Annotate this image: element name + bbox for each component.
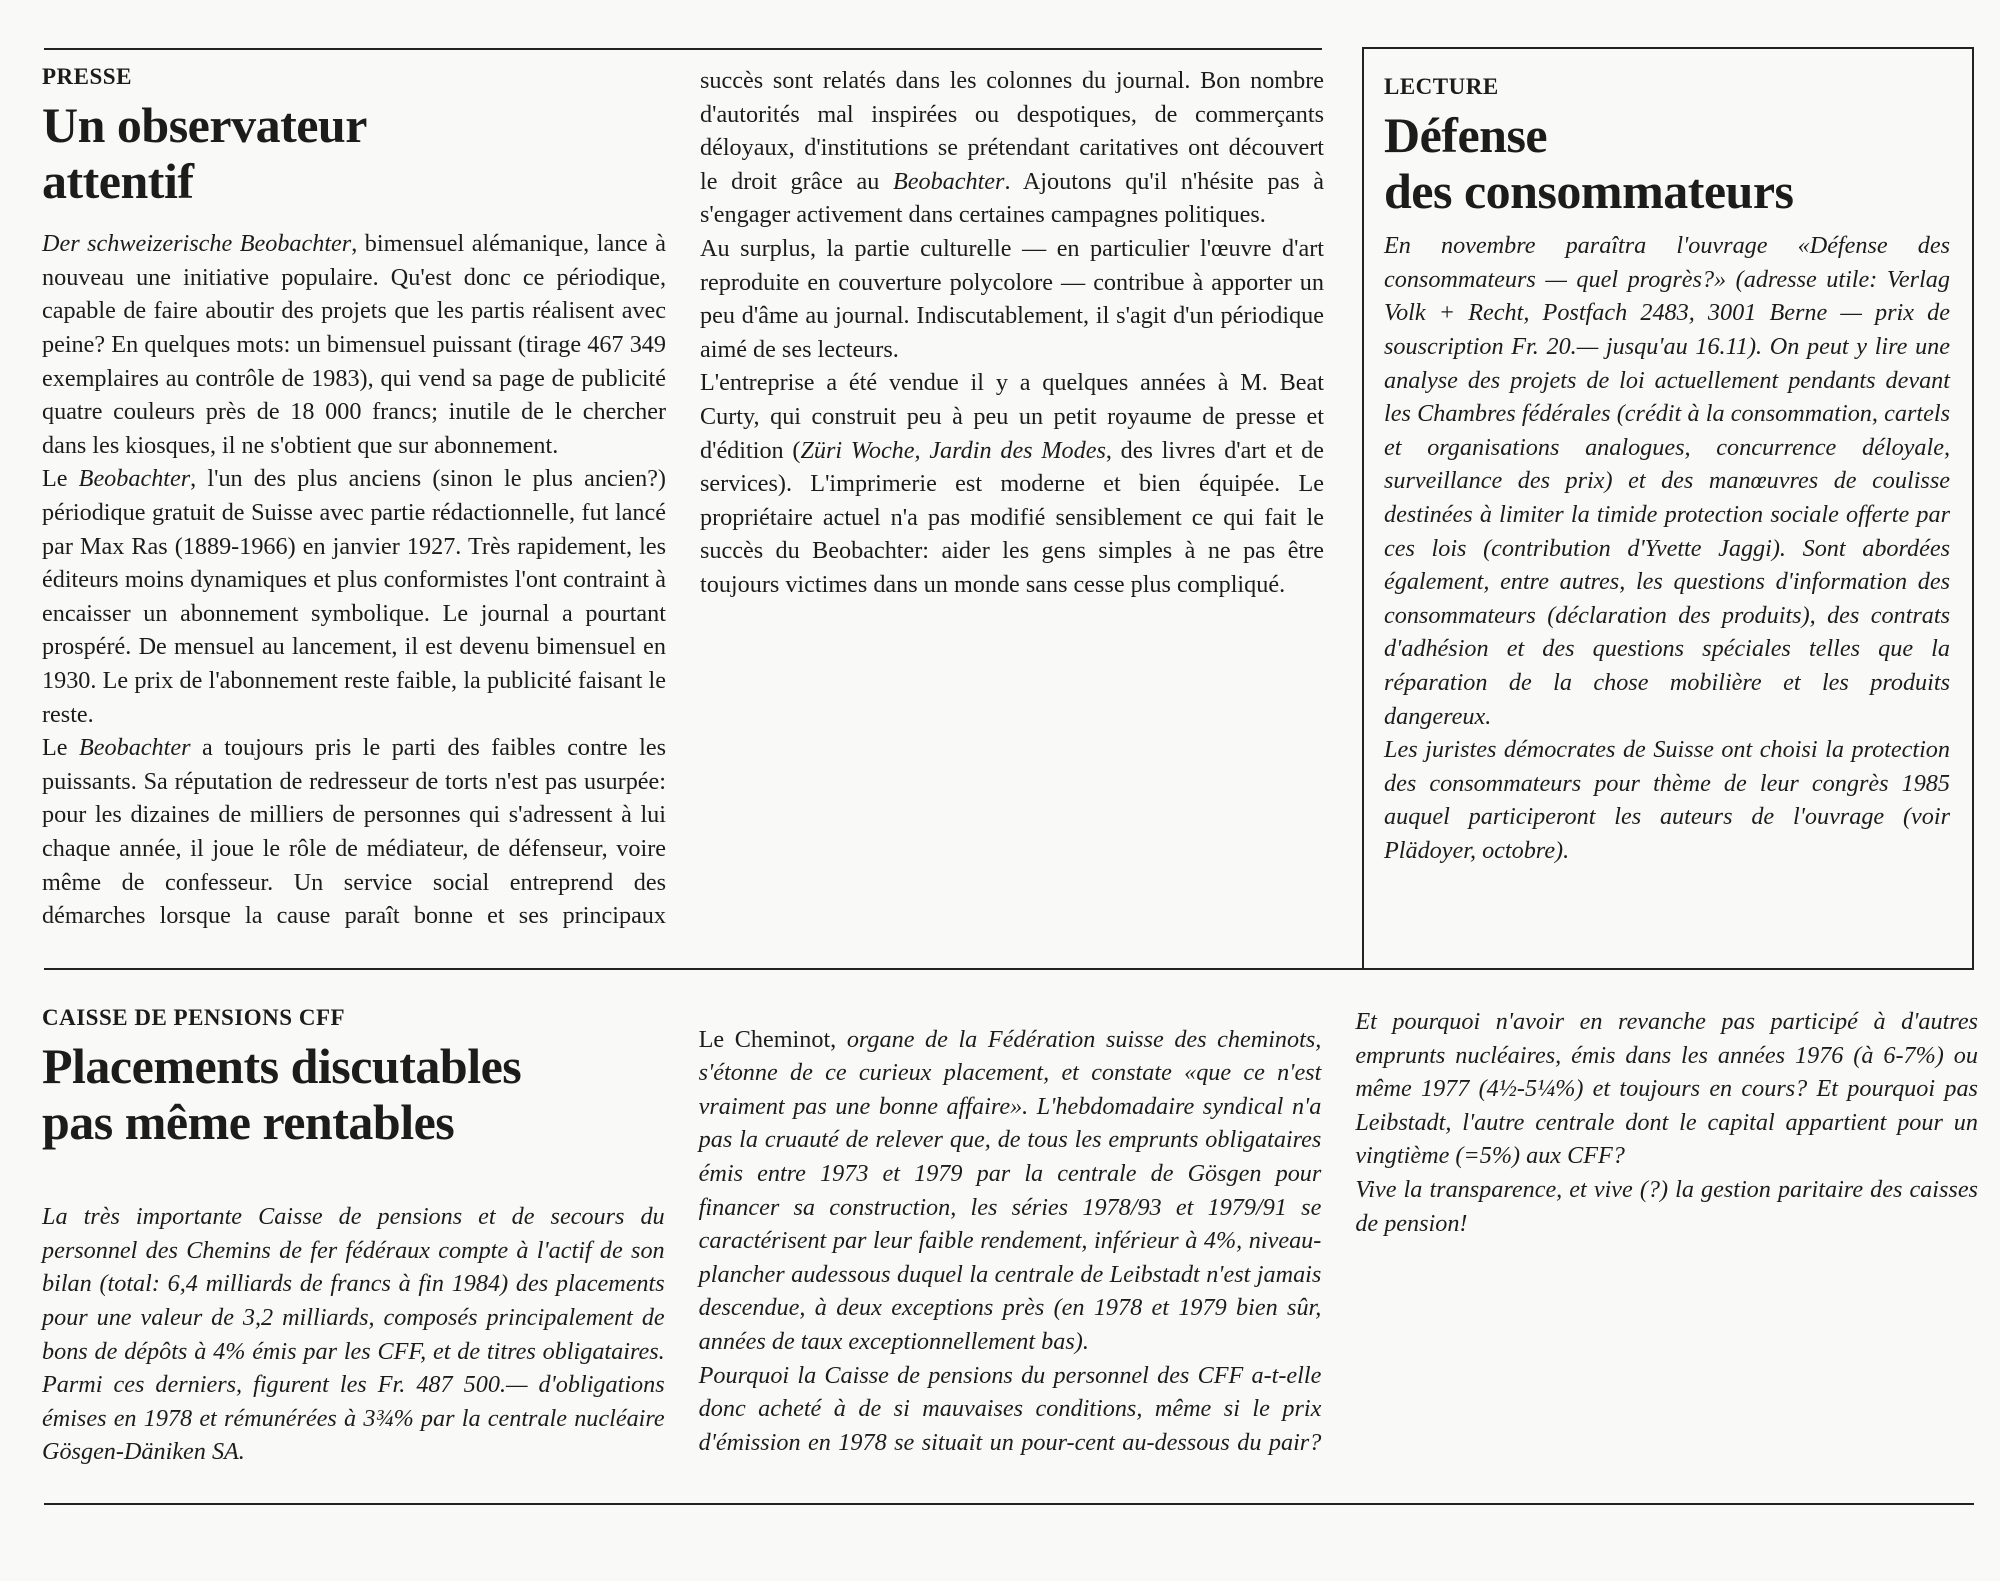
lecture-paragraph-1: En novembre paraîtra l'ouvrage «Défense des consommateurs — quel progrès?» (adresse utile: Verlag Volk + Recht, Postfach 2483, 3001 Berne — prix de souscription Fr. 20.— jusqu'au 16.11). On peut y lire une analyse des projets de loi actuellement pendants devant les Chambres fédérales (crédit à la consommation, cartels et organisations analogues, concurrence déloyale, surveillance des prix) et des manœuvres de coulisse destinées à limiter la timide protection sociale offerte par ces lois (contribution d'Yvette Jaggi). Sont abordées également, entre autres, les questions d'information des consommateurs (déclaration des produits), des contrats d'adhésion et des questions spéciales telles que la réparation de la chose mobilière et les produits dangereux. bbox=[1384, 232, 1950, 730]
presse-paragraph-2: Le Beobachter, l'un des plus anciens (sinon le plus ancien?) périodique gratuit de Suisse avec partie rédactionnelle, fut lancé par Max Ras (1889-1966) en janvier 1927. Très rapidement, les éditeurs moins dynamiques et plus conformistes l'ont contraint à encaisser un abonnement symbolique. Le journal a pourtant prospéré. De mensuel au lancement, il est devenu bimensuel en 1930. Le prix de l'abonnement reste faible, la publicité faisant le reste. bbox=[42, 465, 666, 728]
cff-paragraph-3: Pourquoi la Caisse de pensions du personnel des CFF a-t-elle donc acheté à de si mauvaises conditions, même si le prix d'émission en 1978 se situait un pour-cent au-dessous du pair? Et pourquoi n'avoir en revanche pas participé à d'autres emprunts nucléaires, émis dans les années 1976 (à 6-7%) ou même 1977 (4½-5¼%) et toujours en cours? Et pourquoi pas Leibstadt, l'autre centrale dont le capital appartient pour un vingtième (=5%) aux CFF? bbox=[698, 1008, 1978, 1456]
box-top-rule bbox=[1362, 47, 1974, 49]
presse-paragraph-5: L'entreprise a été vendue il y a quelques années à M. Beat Curty, qui construit peu à peu un petit royaume de presse et d'édition (Züri Woche, Jardin des Modes, des livres d'art et de services). L'imprimerie est moderne et bien équipée. Le propriétaire actuel n'a pas modifié sensiblement ce qui fait le succès du Beobachter: aider les gens simples à ne pas être toujours victimes dans un monde sans cesse plus compliqué. bbox=[700, 369, 1324, 598]
cff-kicker: CAISSE DE PENSIONS CFF bbox=[42, 1005, 346, 1030]
lecture-kicker: LECTURE bbox=[1384, 74, 1499, 99]
lecture-paragraph-2: Les juristes démocrates de Suisse ont choisi la protection des consommateurs pour thème de leur congrès 1985 auquel participeront les auteurs de l'ouvrage (voir Plädoyer, octobre). bbox=[1384, 736, 1950, 864]
presse-paragraph-3: Le Beobachter a toujours pris le parti des faibles contre les puissants. Sa réputation de redresseur de torts n'est pas usurpée: pour les dizaines de milliers de personnes qui s'adressent à lui chaque année, il joue le rôle de médiateur, de défenseur, voire même de confesseur. Un service social entreprend des démarches lorsque la cause paraît bonne et ses principaux succès sont relatés dans les colonnes du journal. Bon nombre d'autorités mal inspirées ou despotiques, de commerçants déloyaux, d'institutions se prétendant caritatives ont découvert le droit grâce au Beobachter. Ajoutons qu'il n'hésite pas à s'engager activement dans certaines campagnes politiques. bbox=[42, 67, 1324, 930]
cff-title: Placements discutables pas même rentables bbox=[42, 1038, 522, 1151]
lecture-article bbox=[1384, 74, 1950, 954]
presse-paragraph-4: Au surplus, la partie culturelle — en particulier l'œuvre d'art reproduite en couverture polycolore — contribue à apporter un peu d'âme au journal. Indiscutablement, il s'agit d'un périodique aimé de ses lecteurs. bbox=[700, 234, 1324, 363]
cff-paragraph-4: Vive la transparence, et vive (?) la gestion paritaire des caisses de pension! bbox=[1355, 1175, 1978, 1237]
cff-paragraph-1: La très importante Caisse de pensions et de secours du personnel des Chemins de fer fédéraux compte à l'actif de son bilan (total: 6,4 milliards de francs à fin 1984) des placements pour une valeur de 3,2 milliards, composés principalement de bons de dépôts à 4% émis par les CFF, et de titres obligataires. Parmi ces derniers, figurent les Fr. 487 500.— d'obligations émises en 1978 et rémunérées à 3¾% par la centrale nucléaire Gösgen-Däniken SA. bbox=[42, 1203, 665, 1466]
cff-article bbox=[42, 1005, 1978, 1485]
top-rule bbox=[44, 48, 1322, 50]
middle-rule bbox=[44, 968, 1974, 970]
presse-title: Un observateur attentif bbox=[42, 97, 367, 210]
presse-paragraph-1: Der schweizerische Beobachter, bimensuel alémanique, lance à nouveau une initiative populaire. Qu'est donc ce périodique, capable de faire aboutir des projets que les partis réalisent avec peine? En quelques mots: un bimensuel puissant (tirage 467 349 exemplaires au contrôle de 1983), qui vend sa page de publicité quatre couleurs près de 18 000 francs; inutile de le chercher dans les kiosques, il ne s'obtient que sur abonnement. bbox=[42, 230, 666, 459]
box-left-rule bbox=[1362, 47, 1364, 970]
cff-paragraph-2: Le Cheminot, organe de la Fédération suisse des cheminots, s'étonne de ce curieux placement, et constate «que ce n'est vraiment pas une bonne affaire». L'hebdomadaire syndical n'a pas la cruauté de relever que, de tous les emprunts obligataires émis entre 1973 et 1979 par la centrale de Gösgen pour financer sa construction, les séries 1978/93 et 1979/91 se caractérisent par leur faible rendement, inférieur à 4%, niveau-plancher audessous duquel la centrale de Leibstadt n'est jamais descendue, à deux exceptions près (en 1978 et 1979 bien sûr, années de taux exceptionnellement bas). bbox=[698, 1025, 1322, 1355]
box-right-rule bbox=[1972, 47, 1974, 970]
bottom-rule bbox=[44, 1503, 1974, 1505]
presse-kicker: PRESSE bbox=[42, 64, 132, 89]
lecture-title: Défense des consommateurs bbox=[1384, 107, 1794, 220]
presse-article bbox=[42, 64, 1324, 944]
